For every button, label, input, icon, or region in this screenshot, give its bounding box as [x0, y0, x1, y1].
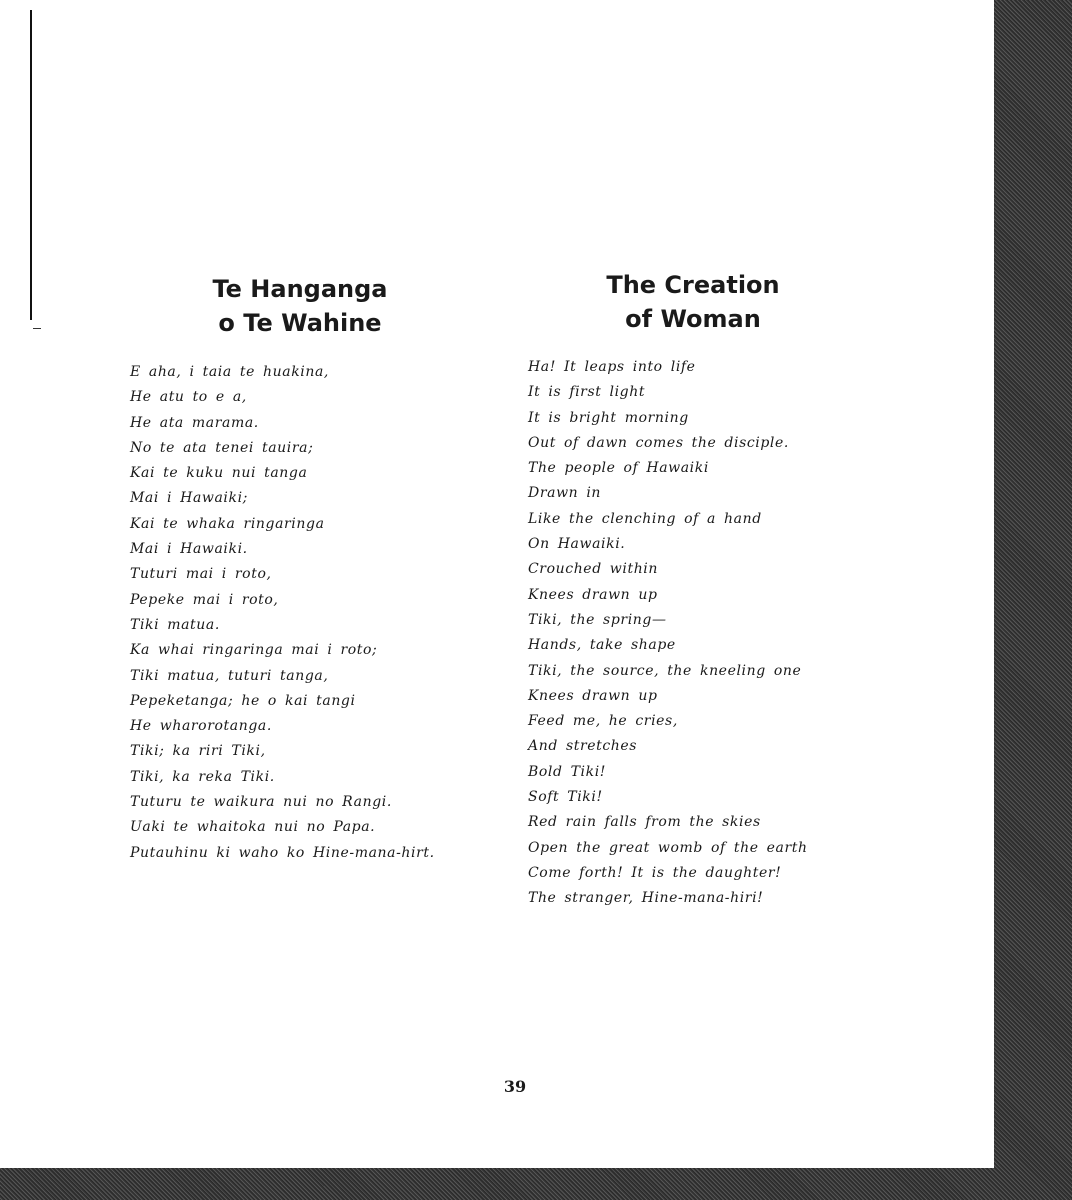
verse-line: Hands, take shape [528, 637, 676, 654]
verse-line: Pepeketanga; he o kai tangi [130, 692, 356, 709]
page-number: 39 [503, 1077, 527, 1096]
verse-line: The stranger, Hine-mana-hiri! [528, 890, 764, 907]
verse-line: Tiki; ka riri Tiki, [130, 743, 266, 760]
verse-line: Tiki, the spring— [528, 611, 667, 628]
verse-line: It is first light [528, 384, 646, 401]
verse-line: Out of dawn comes the disciple. [528, 434, 789, 451]
verse-line: Pepeke mai i roto, [130, 591, 279, 608]
verse-line: On Hawaiki. [528, 536, 626, 553]
verse-line: Tiki matua, tuturi tanga, [130, 667, 329, 684]
verse-line: Bold Tiki! [528, 763, 607, 780]
verse-line: Tiki matua. [130, 616, 220, 633]
verse-line: It is bright morning [528, 409, 689, 426]
verse-line: Feed me, he cries, [528, 713, 678, 730]
verse-line: Like the clenching of a hand [528, 510, 762, 527]
verse-line: Tiki, ka reka Tiki. [130, 768, 275, 785]
verse-line: Soft Tiki! [528, 789, 603, 806]
page-edge-mark [33, 328, 41, 329]
verse-line: Mai i Hawaiki; [130, 490, 248, 507]
english-title-line-1: The Creation [606, 271, 780, 299]
english-poem-verse [528, 355, 808, 912]
verse-line: Putauhinu ki waho ko Hine-mana-hirt. [130, 844, 435, 861]
verse-line: He atu to e a, [130, 389, 247, 406]
verse-line: Knees drawn up [528, 687, 658, 704]
verse-line: Ka whai ringaringa mai i roto; [130, 642, 378, 659]
verse-line: Knees drawn up [528, 586, 658, 603]
english-poem-title [563, 268, 823, 336]
verse-line: Uaki te whaitoka nui no Papa. [130, 819, 376, 836]
verse-line: E aha, i taia te huakina, [130, 364, 329, 380]
maori-title-line-1: Te Hanganga [212, 275, 388, 303]
verse-line: Kai te whaka ringaringa [130, 515, 325, 532]
verse-line: Come forth! It is the daughter! [528, 864, 782, 881]
maori-poem-verse [130, 360, 435, 866]
verse-line: He ata marama. [130, 414, 259, 431]
verse-line: Ha! It leaps into life [528, 359, 696, 375]
page-binding-edge [30, 10, 32, 320]
verse-line: And stretches [528, 738, 638, 755]
verse-line: Tuturu te waikura nui no Rangi. [130, 794, 392, 811]
verse-line: Open the great womb of the earth [528, 839, 808, 856]
verse-line: Tuturi mai i roto, [130, 566, 272, 583]
verse-line: Tiki, the source, the kneeling one [528, 662, 802, 679]
verse-line: The people of Hawaiki [528, 460, 709, 477]
verse-line: He wharorotanga. [130, 718, 272, 735]
verse-line: No te ata tenei tauira; [130, 439, 314, 456]
verse-line: Red rain falls from the skies [528, 814, 761, 831]
verse-line: Crouched within [528, 561, 659, 578]
verse-line: Kai te kuku nui tanga [130, 465, 308, 482]
verse-line: Drawn in [528, 485, 602, 502]
english-title-line-2: of Woman [625, 305, 761, 333]
verse-line: Mai i Hawaiki. [130, 541, 248, 558]
maori-poem-title [170, 272, 430, 340]
maori-title-line-2: o Te Wahine [218, 309, 382, 337]
